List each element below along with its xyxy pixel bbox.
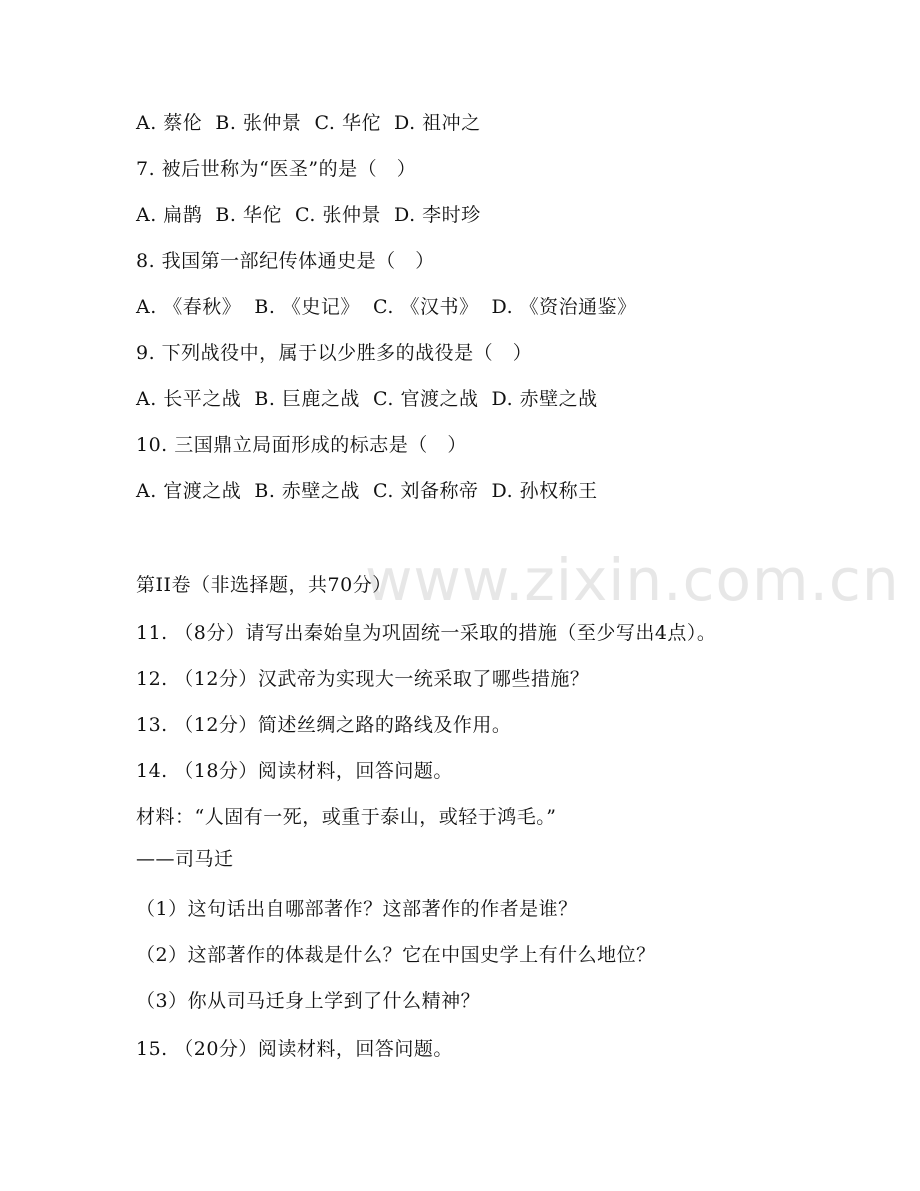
q12-question: 12. （12分）汉武帝为实现大一统采取了哪些措施？ bbox=[136, 668, 590, 690]
q14-material: 材料：“人固有一死，或重于泰山，或轻于鸿毛。” bbox=[136, 806, 557, 828]
q11-question: 11. （8分）请写出秦始皇为巩固统一采取的措施（至少写出4点）。 bbox=[136, 622, 717, 644]
q7-options: A. 扁鹊 B. 华佗 C. 张仲景 D. 李时珍 bbox=[136, 204, 481, 226]
q6-options: A. 蔡伦 B. 张仲景 C. 华佗 D. 祖冲之 bbox=[136, 112, 481, 134]
q15-question: 15. （20分）阅读材料，回答问题。 bbox=[136, 1038, 453, 1060]
q9-question: 9. 下列战役中，属于以少胜多的战役是（ ） bbox=[136, 342, 533, 364]
section-heading: 第II卷（非选择题，共70分） bbox=[136, 574, 392, 596]
q10-options: A. 官渡之战 B. 赤壁之战 C. 刘备称帝 D. 孙权称王 bbox=[136, 480, 598, 502]
q14-material-source: ——司马迁 bbox=[136, 848, 234, 870]
q8-options: A. 《春秋》 B. 《史记》 C. 《汉书》 D. 《资治通鉴》 bbox=[136, 296, 637, 318]
watermark: www.zixin.com.cn bbox=[365, 546, 900, 614]
q10-question: 10. 三国鼎立局面形成的标志是（ ） bbox=[136, 434, 467, 456]
q14-subquestion-2: （2）这部著作的体裁是什么？它在中国史学上有什么地位？ bbox=[136, 944, 656, 966]
q14-subquestion-3: （3）你从司马迁身上学到了什么精神？ bbox=[136, 990, 481, 1012]
q14-question: 14. （18分）阅读材料，回答问题。 bbox=[136, 760, 453, 782]
q9-options: A. 长平之战 B. 巨鹿之战 C. 官渡之战 D. 赤壁之战 bbox=[136, 388, 598, 410]
q13-question: 13. （12分）简述丝绸之路的路线及作用。 bbox=[136, 714, 512, 736]
q8-question: 8. 我国第一部纪传体通史是（ ） bbox=[136, 250, 435, 272]
q7-question: 7. 被后世称为“医圣”的是（ ） bbox=[136, 158, 417, 180]
q14-subquestion-1: （1）这句话出自哪部著作？这部著作的作者是谁？ bbox=[136, 898, 578, 920]
